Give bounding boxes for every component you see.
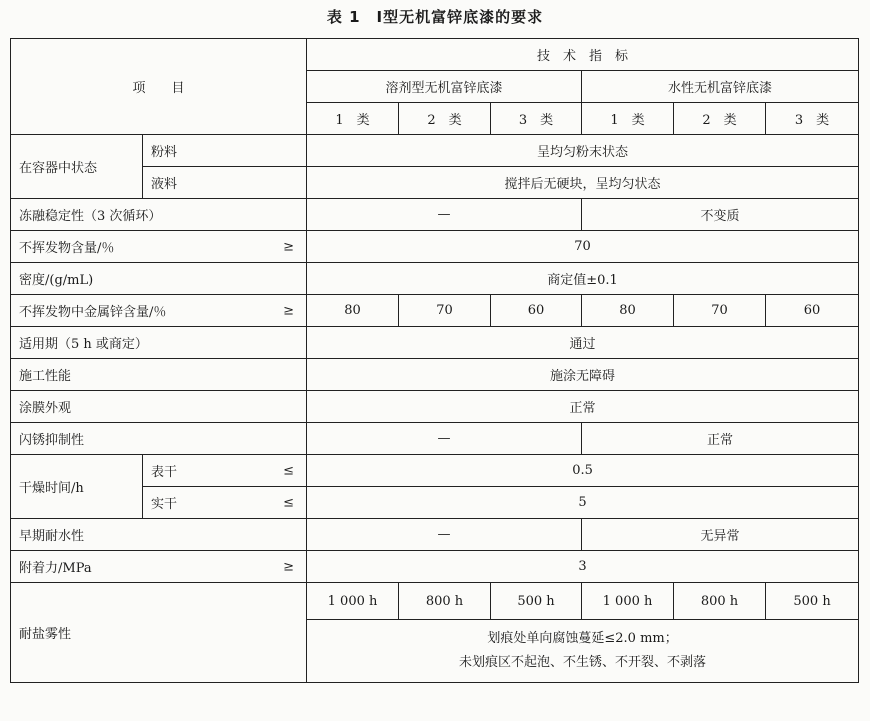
salt-spray-requirement bbox=[307, 620, 859, 683]
lte-symbol: ≤ bbox=[283, 463, 295, 478]
density-value: 商定值±0.1 bbox=[307, 263, 859, 295]
flash-rust-water-value: 正常 bbox=[582, 423, 859, 455]
early-water-water-value: 无异常 bbox=[582, 519, 859, 551]
salt-spray-hours: 800 h bbox=[674, 583, 766, 620]
freeze-water-value: 不变质 bbox=[582, 199, 859, 231]
item-header: 项 目 bbox=[11, 39, 307, 135]
water-header: 水性无机富锌底漆 bbox=[582, 71, 859, 103]
zinc-content-label bbox=[11, 295, 307, 327]
application-value: 施涂无障碍 bbox=[307, 359, 859, 391]
table-row bbox=[11, 359, 859, 391]
liquid-label: 液料 bbox=[143, 167, 307, 199]
freeze-solvent-value: — bbox=[307, 199, 582, 231]
salt-spray-hours: 1 000 h bbox=[582, 583, 674, 620]
surface-dry-label bbox=[143, 455, 307, 487]
salt-spray-hours: 500 h bbox=[766, 583, 859, 620]
zinc-value: 60 bbox=[491, 295, 582, 327]
liquid-value: 搅拌后无硬块，呈均匀状态 bbox=[307, 167, 859, 199]
early-water-solvent-value: — bbox=[307, 519, 582, 551]
flash-rust-label: 闪锈抑制性 bbox=[11, 423, 307, 455]
table-row bbox=[11, 423, 859, 455]
class-header: 1 类 bbox=[307, 103, 399, 135]
table-row bbox=[11, 135, 859, 167]
zinc-value: 70 bbox=[674, 295, 766, 327]
freeze-thaw-label: 冻融稳定性（3 次循环） bbox=[11, 199, 307, 231]
powder-value: 呈均匀粉末状态 bbox=[307, 135, 859, 167]
appearance-label: 涂膜外观 bbox=[11, 391, 307, 423]
nonvolatile-value: 70 bbox=[307, 231, 859, 263]
gte-symbol: ≥ bbox=[283, 303, 295, 318]
salt-spray-note-1: 划痕处单向腐蚀蔓延≤2.0 mm； bbox=[487, 631, 678, 646]
hard-dry-label bbox=[143, 487, 307, 519]
lte-symbol: ≤ bbox=[283, 495, 295, 510]
class-header: 3 类 bbox=[491, 103, 582, 135]
adhesion-label bbox=[11, 551, 307, 583]
table-row bbox=[11, 391, 859, 423]
table-row bbox=[11, 263, 859, 295]
class-header: 2 类 bbox=[399, 103, 491, 135]
table-row bbox=[11, 231, 859, 263]
table-title: 表 1 Ⅰ型无机富锌底漆的要求 bbox=[326, 8, 544, 26]
table-row bbox=[11, 327, 859, 359]
nonvolatile-label bbox=[11, 231, 307, 263]
table-row bbox=[11, 551, 859, 583]
table-row bbox=[11, 583, 859, 620]
powder-label: 粉料 bbox=[143, 135, 307, 167]
class-header: 1 类 bbox=[582, 103, 674, 135]
zinc-value: 80 bbox=[307, 295, 399, 327]
appearance-value: 正常 bbox=[307, 391, 859, 423]
hard-dry-value: 5 bbox=[307, 487, 859, 519]
solvent-header: 溶剂型无机富锌底漆 bbox=[307, 71, 582, 103]
salt-spray-hours: 800 h bbox=[399, 583, 491, 620]
header-row-1 bbox=[11, 39, 859, 71]
gte-symbol: ≥ bbox=[283, 559, 295, 574]
salt-spray-label: 耐盐雾性 bbox=[11, 583, 307, 683]
table-row bbox=[11, 455, 859, 487]
class-header: 2 类 bbox=[674, 103, 766, 135]
tech-header: 技 术 指 标 bbox=[307, 39, 859, 71]
surface-dry-label-text: 表干 bbox=[151, 465, 178, 480]
container-state-label: 在容器中状态 bbox=[11, 135, 143, 199]
requirements-table bbox=[10, 38, 859, 683]
salt-spray-hours: 500 h bbox=[491, 583, 582, 620]
salt-spray-hours: 1 000 h bbox=[307, 583, 399, 620]
flash-rust-solvent-value: — bbox=[307, 423, 582, 455]
class-header: 3 类 bbox=[766, 103, 859, 135]
salt-spray-note-2: 未划痕区不起泡、不生锈、不开裂、不剥落 bbox=[459, 655, 707, 670]
table-row bbox=[11, 295, 859, 327]
table-row bbox=[11, 199, 859, 231]
zinc-value: 80 bbox=[582, 295, 674, 327]
zinc-value: 60 bbox=[766, 295, 859, 327]
early-water-label: 早期耐水性 bbox=[11, 519, 307, 551]
zinc-content-label-text: 不挥发物中金属锌含量/％ bbox=[19, 305, 167, 320]
zinc-value: 70 bbox=[399, 295, 491, 327]
adhesion-value: 3 bbox=[307, 551, 859, 583]
hard-dry-label-text: 实干 bbox=[151, 497, 178, 512]
pot-life-label: 适用期（5 h 或商定） bbox=[11, 327, 307, 359]
nonvolatile-label-text: 不挥发物含量/％ bbox=[19, 241, 115, 256]
pot-life-value: 通过 bbox=[307, 327, 859, 359]
gte-symbol: ≥ bbox=[283, 239, 295, 254]
adhesion-label-text: 附着力/MPa bbox=[19, 561, 92, 576]
table-row bbox=[11, 519, 859, 551]
application-label: 施工性能 bbox=[11, 359, 307, 391]
surface-dry-value: 0.5 bbox=[307, 455, 859, 487]
density-label: 密度/(g/mL) bbox=[11, 263, 307, 295]
drying-time-label: 干燥时间/h bbox=[11, 455, 143, 519]
